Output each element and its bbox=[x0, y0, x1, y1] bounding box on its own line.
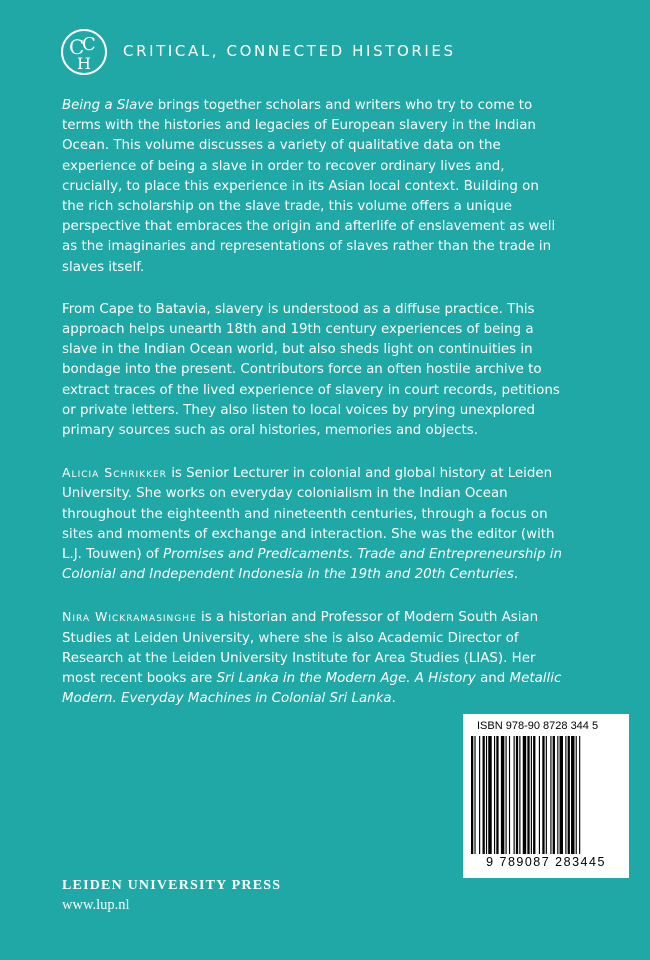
author-book-title: Sri Lanka in the Modern Age. A History bbox=[216, 671, 476, 687]
author-name: Alicia Schrikker bbox=[62, 465, 167, 481]
back-cover-text bbox=[62, 96, 562, 731]
description-paragraph-1: Being a Slave brings together scholars and writers who try to come to terms with the histories and legacies of European slavery in the Indian Ocean. This volume discusses a variety of qualitative data on the experience of being a slave in order to recover ordinary lives and, crucially, to place this experience in its Asian local context. Building on the rich scholarship on the slave trade, this volume offers a unique perspective that embraces the origin and afterlife of enslavement as well as the imaginaries and representations of slaves rather than the trade in slaves itself. bbox=[62, 98, 556, 275]
publisher-website: www.lup.nl bbox=[62, 897, 130, 913]
author-book-title: Promises and Predicaments. Trade and Entrepreneurship in Colonial and Independent Indonesia in the 19th and 20th Centuries bbox=[62, 547, 562, 583]
isbn-barcode bbox=[463, 714, 629, 878]
description-paragraph-2: From Cape to Batavia, slavery is understood as a diffuse practice. This approach helps unearth 18th and 19th century experiences of being a slave in the Indian Ocean world, but also sheds light on continuities in bondage into the present. Contributors force an often hostile archive to extract traces of the lived experience of slavery in court records, petitions or private letters. They also listen to local voices by prying unexplored primary sources such as oral histories, memories and objects. bbox=[62, 301, 560, 439]
svg-text:C: C bbox=[82, 34, 96, 55]
author-name: Nira Wickramasinghe bbox=[62, 609, 197, 625]
svg-text:C: C bbox=[69, 35, 85, 59]
barcode-bars bbox=[469, 736, 623, 854]
author-book-title: Metallic Modern. Everyday Machines in Colonial Sri Lanka bbox=[62, 671, 562, 707]
publisher-name: LEIDEN UNIVERSITY PRESS bbox=[62, 878, 282, 893]
barcode-digits: 9 789087 283445 bbox=[486, 855, 606, 869]
series-title: CRITICAL, CONNECTED HISTORIES bbox=[123, 42, 456, 60]
author-bio-2: Nira Wickramasinghe is a historian and Professor of Modern South Asian Studies at Leiden University, where she is also Academic Director of Research at the Leiden University Institute for Area Studies (LIAS). Her most recent books are Sri Lanka in the Modern Age. A History and Metallic Modern. Everyday Machines in Colonial Sri Lanka. bbox=[62, 609, 562, 707]
series-logo-icon bbox=[60, 28, 108, 76]
isbn-label: ISBN 978-90 8728 344 5 bbox=[477, 720, 599, 732]
book-title: Being a Slave bbox=[62, 98, 154, 113]
author-bio-1: Alicia Schrikker is Senior Lecturer in colonial and global history at Leiden University. She works on everyday colonialism in the Indian Ocean throughout the eighteenth and nineteenth centuries, through a focus on sites and moments of exchange and interaction. She was the editor (with L.J. Touwen) of Promises and Predicaments. Trade and Entrepreneurship in Colonial and Independent Indonesia in the 19th and 20th Centuries. bbox=[62, 465, 562, 583]
svg-text:H: H bbox=[77, 54, 91, 73]
